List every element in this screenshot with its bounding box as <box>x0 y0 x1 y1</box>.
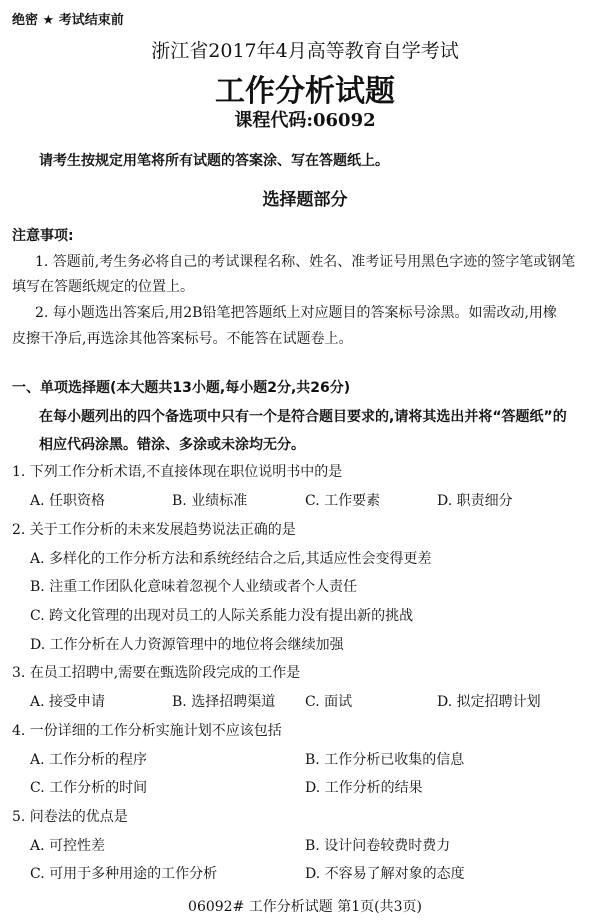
question-option: D. 工作分析的结果 <box>305 780 423 796</box>
question-option: A. 可控性差 <box>30 838 106 854</box>
question-option: A. 工作分析的程序 <box>30 752 148 768</box>
note-item-1: 1. 答题前,考生务必将自己的考试课程名称、姓名、准考证号用黑色字迹的签字笔或钢笔 <box>35 254 576 270</box>
question-option: A. 多样化的工作分析方法和系统经结合之后,其适应性会变得更差 <box>30 551 432 567</box>
question-stem: 5. 问卷法的优点是 <box>12 809 128 825</box>
question-option: B. 业绩标准 <box>172 493 248 509</box>
question-option: A. 任职资格 <box>30 493 106 509</box>
question-option: C. 可用于多种用途的工作分析 <box>30 866 218 882</box>
question-option: B. 工作分析已收集的信息 <box>305 752 465 768</box>
question-stem: 3. 在员工招聘中,需要在甄选阶段完成的工作是 <box>12 665 301 681</box>
question-option: C. 工作要素 <box>305 493 381 509</box>
question-option: C. 面试 <box>305 694 353 710</box>
course-code: 课程代码:06092 <box>234 110 376 131</box>
question-option: D. 不容易了解对象的态度 <box>305 866 465 882</box>
question-option: B. 注重工作团队化意味着忽视个人业绩或者个人责任 <box>30 579 358 595</box>
note-item-1-cont: 填写在答题纸规定的位置上。 <box>12 279 194 295</box>
question-stem: 2. 关于工作分析的未来发展趋势说法正确的是 <box>12 522 296 538</box>
question-option: C. 工作分析的时间 <box>30 780 148 796</box>
question-option: D. 拟定招聘计划 <box>437 694 541 710</box>
answer-instruction: 请考生按规定用笔将所有试题的答案涂、写在答题纸上。 <box>39 153 389 169</box>
part-one-desc-cont: 相应代码涂黑。错涂、多涂或未涂均无分。 <box>39 437 305 453</box>
page-footer: 06092# 工作分析试题 第1页(共3页) <box>188 899 422 915</box>
section-title: 选择题部分 <box>262 190 348 210</box>
question-stem: 4. 一份详细的工作分析实施计划不应该包括 <box>12 723 282 739</box>
part-one-heading: 一、单项选择题(本大题共13小题,每小题2分,共26分) <box>12 380 351 396</box>
notes-heading: 注意事项: <box>12 228 74 244</box>
question-option: D. 职责细分 <box>437 493 513 509</box>
paper-title: 工作分析试题 <box>215 74 395 109</box>
part-one-desc: 在每小题列出的四个备选项中只有一个是符合题目要求的,请将其选出并将“答题纸”的 <box>39 409 567 425</box>
question-option: C. 跨文化管理的出现对员工的人际关系能力没有提出新的挑战 <box>30 608 414 624</box>
question-option: A. 接受申请 <box>30 694 106 710</box>
question-option: B. 选择招聘渠道 <box>172 694 276 710</box>
note-item-2: 2. 每小题选出答案后,用2B铅笔把答题纸上对应题目的答案标号涂黑。如需改动,用橡 <box>35 305 557 321</box>
note-item-2-cont: 皮擦干净后,再选涂其他答案标号。不能答在试题卷上。 <box>12 331 353 347</box>
question-option: D. 工作分析在人力资源管理中的地位将会继续加强 <box>30 637 344 653</box>
confidential-mark: 绝密 ★ 考试结束前 <box>12 13 124 28</box>
exam-title: 浙江省2017年4月高等教育自学考试 <box>151 40 459 62</box>
question-stem: 1. 下列工作分析术语,不直接体现在职位说明书中的是 <box>12 464 343 480</box>
question-option: B. 设计问卷较费时费力 <box>305 838 451 854</box>
